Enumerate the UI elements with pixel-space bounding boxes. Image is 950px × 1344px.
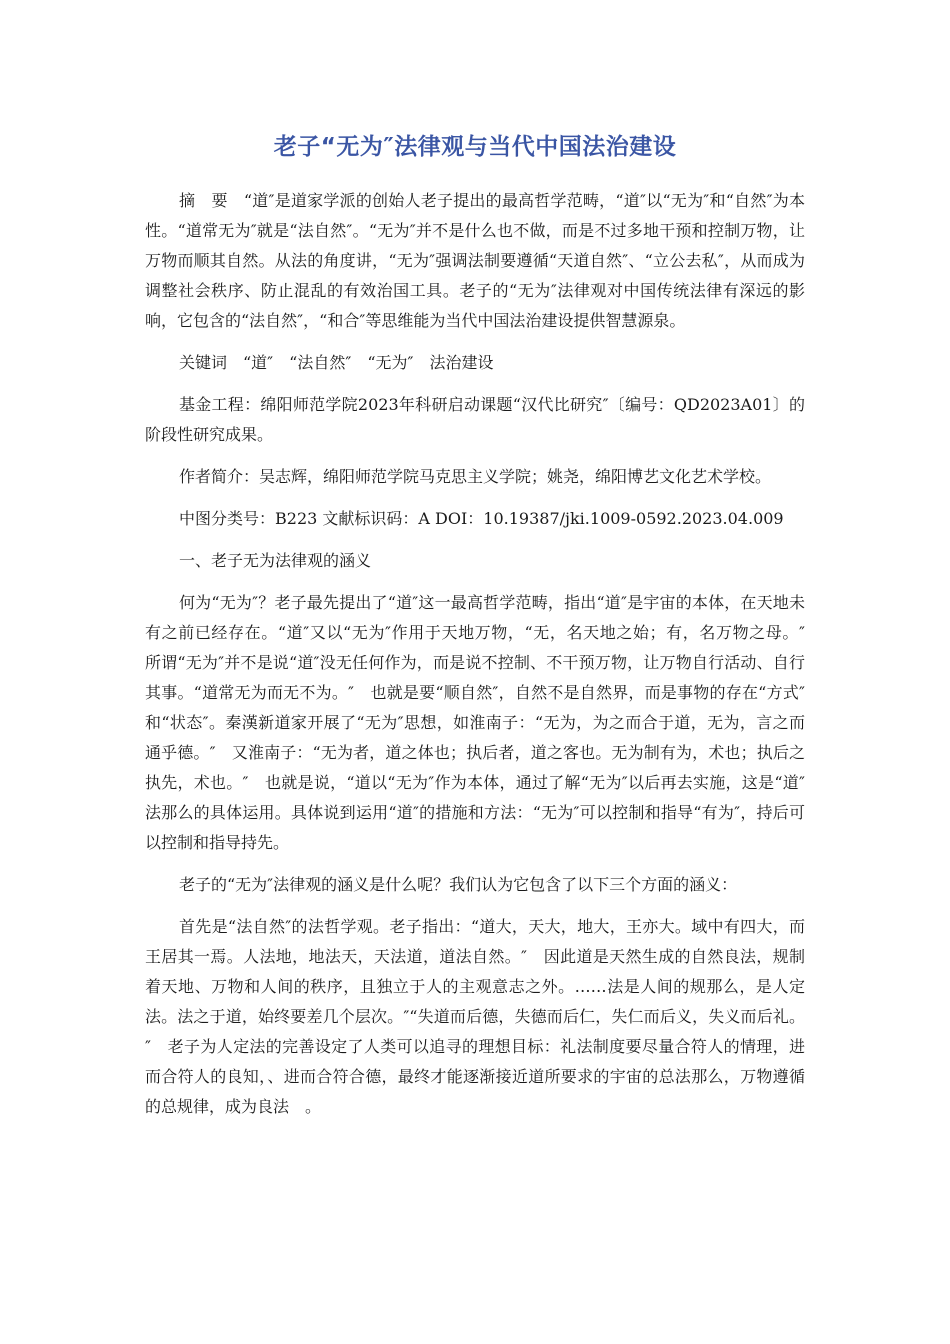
- body-paragraph-2: 老子的“无为″法律观的涵义是什么呢？我们认为它包含了以下三个方面的涵义：: [179, 875, 738, 894]
- article-title: 老子“无为″法律观与当代中国法治建设: [273, 134, 677, 160]
- keywords-line: 关键词 “道″ “法自然″ “无为″ 法治建设: [179, 353, 494, 372]
- fund-note: 基金工程：绵阳师范学院2023年科研启动课题“汉代比研究″〔编号：QD2023A01〕的阶段性研究成果。: [145, 395, 805, 444]
- section-heading: 一、老子无为法律观的涵义: [179, 551, 372, 570]
- document-page: [145, 130, 822, 1134]
- classification-line: 中图分类号：B223 文献标识码：A DOI：10.19387/jki.1009-0592.2023.04.009: [179, 509, 784, 528]
- abstract-paragraph: 摘 要 “道″是道家学派的创始人老子提出的最高哲学范畴，“道″以“无为″和“自然″为本性。“道常无为″就是“法自然″。“无为″并不是什么也不做，而是不过多地干预和控制万物，让万物而顺其自然。从法的角度讲，“无为″强调法制要遵循“天道自然″、“立公去私″，从而成为调整社会秩序、防止混乱的有效治国工具。老子的“无为″法律观对中国传统法律有深远的影响，它包含的“法自然″，“和合″等思维能为当代中国法治建设提供智慧源泉。: [145, 191, 805, 330]
- body-paragraph-1: 何为“无为″？老子最先提出了“道″这一最高哲学范畴，指出“道″是宇宙的本体，在天地未有之前已经存在。“道″又以“无为″作用于天地万物，“无，名天地之始；有，名万物之母。″ 所谓“无为″并不是说“道″没无任何作为，而是说不控制、不干预万物，让万物自行活动、自行其事。“道常无为而无不为。″ 也就是要“顺自然″，自然不是自然界，而是事物的存在“方式″和“状态″。秦漢新道家开展了“无为″思想，如淮南子：“无为，为之而合于道，无为，言之而通乎德。″ 又淮南子：“无为者，道之体也；执后者，道之客也。无为制有为，术也；执后之执先，术也。″ 也就是说，“道以“无为″作为本体，通过了解“无为″以后再去实施，这是“道″法那么的具体运用。具体说到运用“道″的措施和方法：“无为″可以控制和指导“有为″，持后可以控制和指导持先。: [145, 593, 822, 852]
- author-intro: 作者简介：吴志辉，绵阳师范学院马克思主义学院；姚尧，绵阳博艺文化艺术学校。: [179, 467, 772, 486]
- body-paragraph-3: 首先是“法自然″的法哲学观。老子指出：“道大，天大，地大，王亦大。域中有四大，而王居其一焉。人法地，地法天，天法道，道法自然。″ 因此道是天然生成的自然良法，规制着天地、万物和人间的秩序，且独立于人的主观意志之外。……法是人间的规那么，是人定法。法之于道，始终要差几个层次。″“失道而后德，失德而后仁，失仁而后义，失义而后礼。″ 老子为人定法的完善设定了人类可以追寻的理想目标：礼法制度要尽量合符人的情理，进而合符人的良知，、进而合符合德，最终才能逐渐接近道所要求的宇宙的总法那么，万物遵循的总规律，成为良法 。: [145, 917, 805, 1116]
